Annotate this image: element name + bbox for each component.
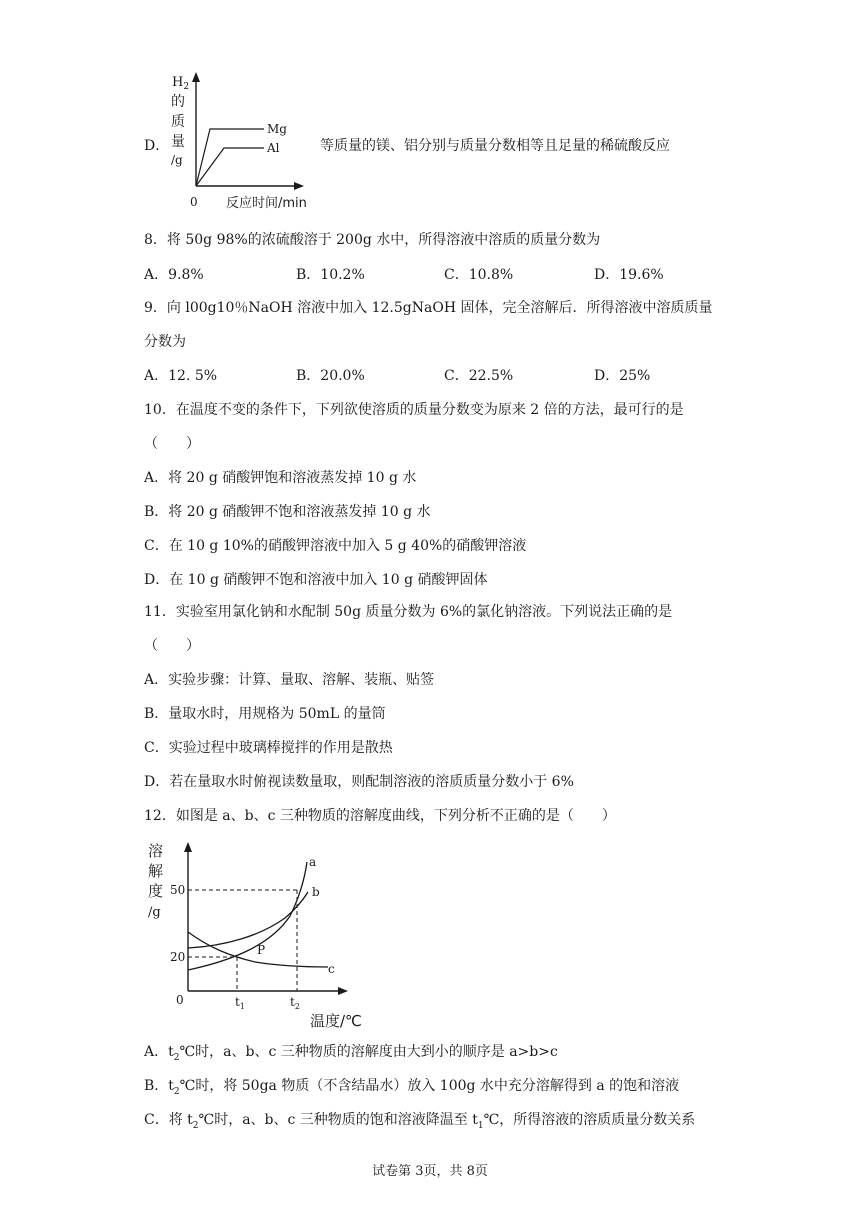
q12-curve-a (188, 862, 307, 970)
q12-y-unit: /g (148, 905, 161, 920)
q12-y-label-char-3: 度 (148, 882, 164, 900)
q7-y-arrow (192, 72, 200, 82)
q12-option-b: B．$t_2℃$时，将 50ga 物质（不含结晶水）放入 100g 水中充分溶解得到 a 的饱和溶液 (144, 1078, 680, 1097)
q12-y-label-char-2: 解 (148, 862, 164, 880)
q8-option-d: D．19.6% (594, 267, 664, 283)
q12-curve-a-label: a (309, 855, 317, 869)
q8-stem: 8．将 50g 98%的浓硫酸溶于 200g 水中，所得溶液中溶质的质量分数为 (144, 232, 601, 248)
q12-x-arrow (338, 987, 348, 995)
q7-curve-al (196, 148, 264, 186)
q10-option-b: B．将 20 g 硝酸钾不饱和溶液蒸发掉 10 g 水 (144, 504, 431, 520)
q9-option-c: C．22.5% (444, 368, 514, 384)
q12-y-label-char-1: 溶 (148, 842, 164, 860)
q12-y-tick-50: 50 (170, 883, 186, 897)
q7-y-label-char-3: 量 (171, 134, 185, 150)
q12-origin: 0 (176, 993, 184, 1007)
q12-x-tick-t2: $t_2$ (290, 995, 300, 1011)
q9-stem-line1: 9．向 l00g10％NaOH 溶液中加入 12.5gNaOH 固体，完全溶解后．所得溶液中溶质质量 (144, 300, 713, 316)
q7-option-d-letter: D． (144, 138, 170, 154)
q7-y-unit: /g (171, 153, 183, 167)
q10-option-a: A．将 20 g 硝酸钾饱和溶液蒸发掉 10 g 水 (144, 470, 417, 486)
q12-option-a: A．$t_2℃$时，a、b、c 三种物质的溶解度由大到小的顺序是 a>b>c (144, 1044, 558, 1063)
q9-option-b: B．20.0% (296, 368, 365, 384)
q7-origin: 0 (190, 195, 198, 209)
q7-graph (160, 68, 320, 216)
page-footer: 试卷第 3页，共 8页 (372, 1164, 488, 1179)
q12-curve-b-label: b (312, 885, 320, 899)
q10-stem-line1: 10．在温度不变的条件下，下列欲使溶质的质量分数变为原来 2 倍的方法，最可行的是 (144, 402, 684, 418)
q10-option-d: D．在 10 g 硝酸钾不饱和溶液中加入 10 g 硝酸钾固体 (144, 572, 488, 588)
q7-series-al-label: Al (267, 141, 280, 155)
q12-y-tick-20: 20 (170, 950, 186, 964)
q12-curve-b (188, 892, 308, 948)
q11-option-c: C．实验过程中玻璃棒搅拌的作用是散热 (144, 740, 393, 756)
q7-y-label-h: $H_2$ (172, 75, 190, 92)
q12-curve-c-label: c (328, 962, 335, 976)
q7-x-label: 反应时间/min (226, 196, 307, 211)
q11-stem-line2: （ ） (144, 638, 200, 654)
q9-option-a: A．12. 5% (144, 368, 218, 384)
q12-stem: 12．如图是 a、b、c 三种物质的溶解度曲线，下列分析不正确的是（ ） (144, 808, 616, 824)
q7-curve-mg (196, 129, 264, 186)
q7-y-label-char-2: 质 (171, 114, 185, 130)
q10-stem-line2: （ ） (144, 436, 200, 452)
q10-option-c: C．在 10 g 10%的硝酸钾溶液中加入 5 g 40%的硝酸钾溶液 (144, 538, 527, 554)
q12-x-tick-t1: $t_1$ (235, 995, 245, 1011)
q12-option-c: C．将 $t_2℃$时，a、b、c 三种物质的饱和溶液降温至 $t_1℃$，所得溶液的溶质质量分数关系 (144, 1112, 696, 1131)
q11-stem-line1: 11．实验室用氯化钠和水配制 50g 质量分数为 6%的氯化钠溶液。下列说法正确的是 (144, 604, 673, 620)
q7-series-mg-label: Mg (267, 122, 287, 136)
q12-point-p-label: P (257, 943, 266, 957)
q11-option-a: A．实验步骤：计算、量取、溶解、装瓶、贴签 (144, 672, 435, 688)
q9-stem-line2: 分数为 (144, 334, 186, 350)
q9-option-d: D．25% (594, 368, 651, 384)
q8-option-b: B．10.2% (296, 267, 365, 283)
q12-x-label: 温度/℃ (310, 1012, 362, 1030)
q8-option-a: A．9.8% (144, 267, 204, 283)
q11-option-b: B．量取水时，用规格为 50mL 的量筒 (144, 706, 386, 722)
q8-option-c: C．10.8% (444, 267, 514, 283)
q12-y-arrow (184, 842, 192, 852)
q12-graph (140, 836, 380, 1036)
q7-y-label-char-1: 的 (171, 94, 185, 110)
q7-option-d-text: 等质量的镁、铝分别与质量分数相等且足量的稀硫酸反应 (320, 138, 670, 154)
q11-option-d: D．若在量取水时俯视读数量取，则配制溶液的溶质质量分数小于 6% (144, 774, 574, 790)
q7-x-arrow (294, 182, 304, 190)
